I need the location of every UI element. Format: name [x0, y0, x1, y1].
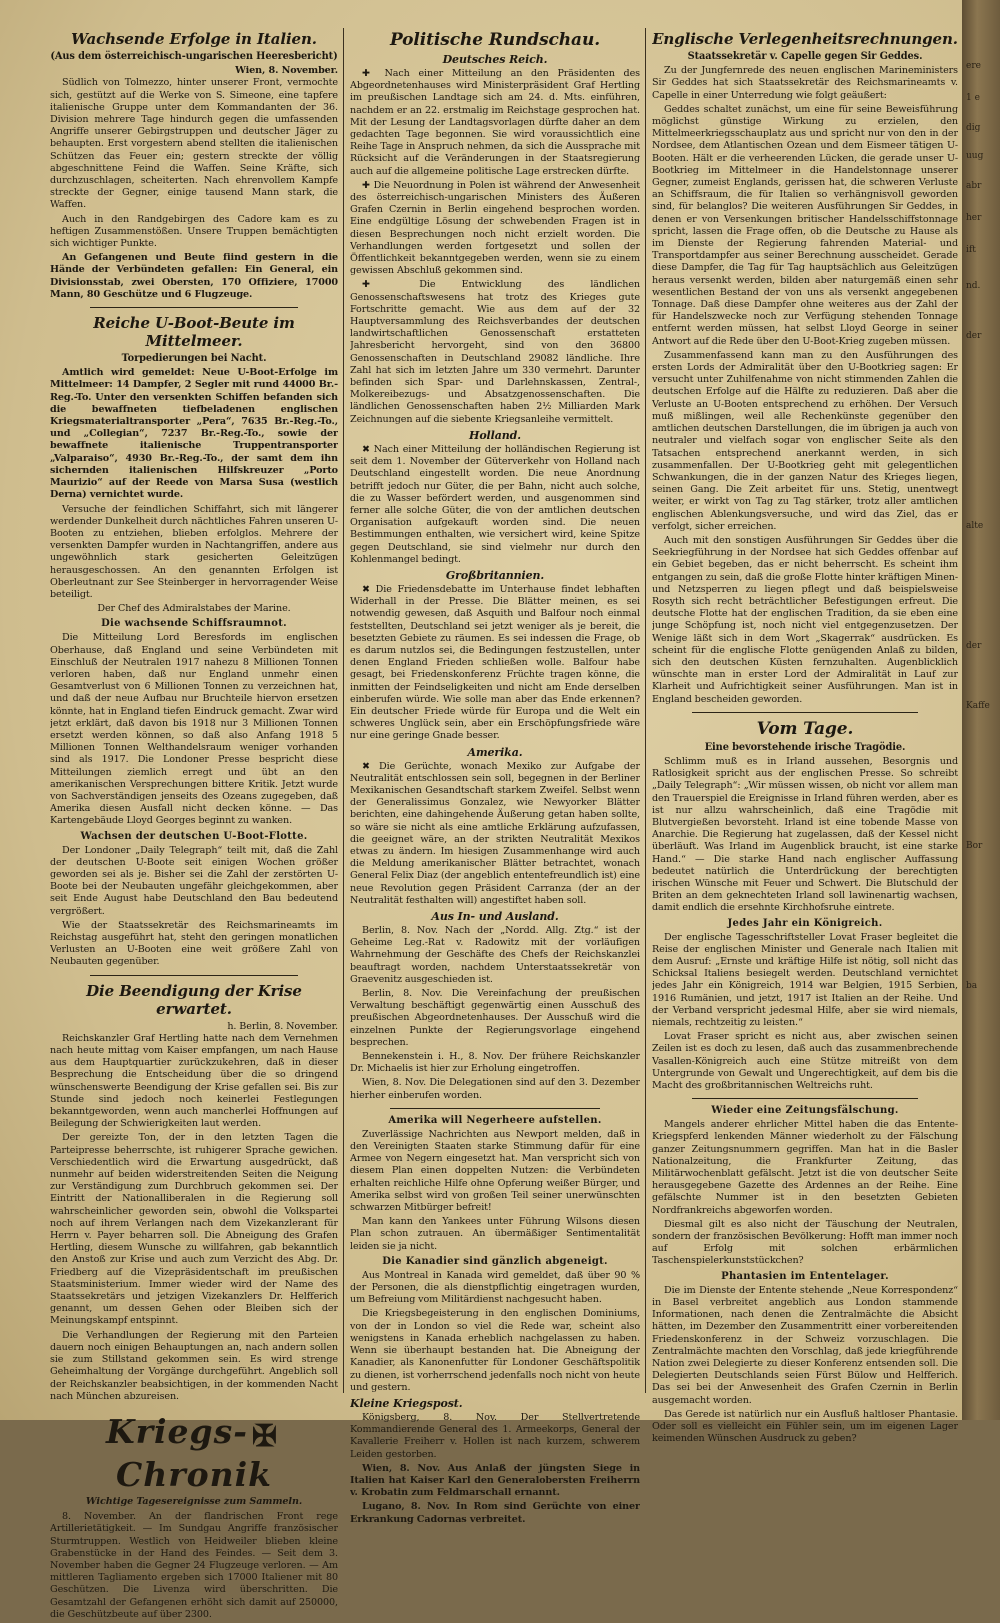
edge-fragment: ba [966, 981, 978, 991]
dateline: Wien, 8. November. [235, 65, 338, 77]
paragraph: Das Gerede ist natürlich nur ein Ausfluß haltloser Phantasie. Oder soll es vielleicht ein Fühler sein, um im eigenen Lager keimenden Wünschen Ausdruck zu geben? [652, 1408, 958, 1445]
edge-fragment: Bor [966, 841, 983, 851]
paragraph: Bennekenstein i. H., 8. Nov. Der frühere Reichskanzler Dr. Michaelis ist hier zur Erholung eingetroffen. [350, 1051, 640, 1075]
kriegs-chronik-masthead [50, 1413, 338, 1494]
edge-fragment: 1 e [966, 93, 980, 103]
headline: Reiche U-Boot-Beute im Mittelmeer. [93, 314, 295, 351]
divider [90, 307, 298, 308]
paragraph: ✚ Die Neuordnung in Polen ist während der Anwesenheit des österreichisch-ungarischen Ministers des Äußeren Grafen Czernin in Berlin eingehend besprochen worden. Eine endgültige Lösung der schwebenden Fragen ist in diesen Besprechungen noch nicht erzielt worden. Die Verhandlungen werden fortgesetzt und sollen der Öffentlichkeit bekanntgegeben werden, wenn sie zu einem gewissen Abschluß gekommen sind. [350, 179, 640, 277]
paragraph: Mangels anderer ehrlicher Mittel haben die das Entente-Kriegspferd lenkenden Männer wiederholt zu der Fälschung ganzer Zeitungsnummern gegriffen. Man hat in die Basler Nationalzeitung, die Frankfurter Zeitung, das Militärwochenblatt gefälscht. Jetzt ist die von deutscher Seite herausgegebene Gazette des Ardennes an der Reihe. Eine gefälschte Nummer ist in den besetzten Gebieten Nordfrankreichs abgeworfen worden. [652, 1119, 958, 1216]
paragraph: Berlin, 8. Nov. Nach der „Nordd. Allg. Ztg.“ ist der Geheime Leg.-Rat v. Radowitz mit der vorläufigen Wahrnehmung der Geschäfte des Chefs der Reichskanzlei beauftragt worden, nachdem Unterstaatssekretär von Graevenitz ausgeschieden ist. [350, 925, 640, 985]
edge-fragment: der [966, 331, 982, 341]
subheadline: Eine bevorstehende irische Tragödie. [704, 741, 906, 753]
paragraph: An Gefangenen und Beute fiind gestern in die Hände der Verbündeten gefallen: Ein General, ein Divisionsstab, zwei Obersten, 170 Offiziere, 17000 Mann, 80 Geschütze und 6 Flugzeuge. [50, 252, 338, 300]
subheadline: (Aus dem österreichisch-ungarischen Heeresbericht) [50, 51, 338, 62]
paragraph: Reichskanzler Graf Hertling hatte nach dem Vernehmen nach heute mittag vom Kaiser empfangen, um nach Hause aus dem Hauptquartier zurückzukehren, daß in dieser Besprechung die Entscheidung über die so dringend wünschenswerte Beendigung der Krise gefallen sei. Bis zur Stunde sind jedoch noch keinerlei Festlegungen bekanntgeworden, wenn auch mancherlei Hoffnungen auf Beilegung der Schwierigkeiten laut werden. [50, 1032, 338, 1130]
section-masthead: Politische Rundschau. [389, 30, 601, 50]
column-rule [343, 28, 344, 1393]
section-heading: Phantasien im Ententelager. [721, 1270, 889, 1282]
edge-fragment: nd. [966, 281, 981, 291]
paragraph: Wien, 8. Nov. Aus Anlaß der jüngsten Siege in Italien hat Kaiser Karl den Generalobersten Freiherrn v. Krobatin zum Feldmarschall ernannt. [350, 1462, 640, 1499]
edge-fragment: abr [966, 181, 982, 191]
paragraph: Lugano, 8. Nov. In Rom sind Gerüchte von einer Erkrankung Cadornas verbreitet. [350, 1501, 640, 1525]
paragraph: ✚ Die Entwicklung des ländlichen Genossenschaftswesens hat trotz des Krieges gute Fortschritte gemacht. Wie aus dem auf der 32 Hauptversammlung des Reichsverbandes der deutschen landwirtschaftlichen Genossenschaft erstatteten Jahresbericht hervorgeht, sind von den 36800 Genossenschaften in Deutschland 29082 ländliche. Ihre Zahl hat sich im letzten Jahre um 330 vermehrt. Darunter befinden sich Spar- und Darlehnskassen, Zentral-, Molkereibezugs- und Absatzgenossenschaften. Die ländlichen Genossenschaften haben 2½ Milliarden Mark Zeichnungen auf die siebente Kriegsanleihe vermittelt. [350, 279, 640, 425]
paragraph: Amtlich wird gemeldet: Neue U-Boot-Erfolge im Mittelmeer: 14 Dampfer, 2 Segler mit rund 44000 Br.-Reg.-To. Unter den versenkten Schiffen befanden sich die bewaffneten tiefbeladenen englischen Kriegsmaterialtransporter „Pera“, 7635 Br.-Reg.-To., und „Collegian“, 7237 Br.-Reg.-To., sowie der bewaffnete italienische Truppentransporter „Valparaiso“, 4930 Br.-Reg.-To., der samt dem ihn sichernden italienischen Hilfskreuzer „Porto Maurizio“ auf der Reede von Marsa Susa (westlich Derna) vernichtet wurde. [50, 367, 338, 501]
paragraph: Wie der Staatssekretär des Reichsmarineamts im Reichstag ausgeführt hat, steht den geringen monatlichen Verlusten an U-Booten eine weit größere Zahl von Neubauten gegenüber. [50, 919, 338, 968]
paragraph: ✖ Die Friedensdebatte im Unterhause findet lebhaften Widerhall in der Presse. Die Blätter meinen, es sei notwendig gewesen, daß Asquith und Balfour noch einmal feststellten, Deutschland sei jetzt weniger als je bereit, die besetzten Gebiete zu räumen. Es sei indessen die Frage, ob es darum nutzlos sei, die Bedingungen festzustellen, unter denen England Frieden schließen wolle. Balfour habe gesagt, bei Friedenskonferenz Früchte tragen könne, die inmitten der Feindseligkeiten und nicht am Ende derselben einberufen würde. Wie solle man aber das Ende erkennen? Ein deutscher Friede würde für Europa und die Welt ein schweres Unglück sein, aber ein Erschöpfungsfriede wäre nur eine geringe Gnade besser. [350, 583, 640, 742]
paragraph: Zuverlässige Nachrichten aus Newport melden, daß in den Vereinigten Staaten starke Stimmung dafür für eine Armee von Negern eingesetzt hat. Man verspricht sich von diesem Plan einen doppelten Nutzen: die Verbündeten erhalten reichliche Hilfe ohne Opferung weißer Bürger, und Amerika selbst wird von großen Teil seiner unerwünschten schwarzen Mitbürger befreit! [350, 1128, 640, 1214]
section-heading: Amerika will Negerheere aufstellen. [388, 1114, 602, 1126]
column-3 [652, 28, 958, 1447]
section-heading: Großbritannien. [445, 568, 545, 582]
paragraph: ✖ Die Gerüchte, wonach Mexiko zur Aufgabe der Neutralität entschlossen sein soll, begegnen in der Berliner Mexikanischen Gesandtschaft starkem Zweifel. Selbst wenn der Generalissimus Gonzalez, wie Newyorker Blätter berichten, eine dahingehende Äußerung getan haben sollte, so wäre sie nicht als eine amtliche Erklärung aufzufassen, die geeignet wäre, an der strikten Neutralität Mexikos etwas zu ändern. Im hiesigen Zusammenhange wird auch die Meldung amerikanischer Blätter betrachtet, wonach General Felix Diaz (der angeblich ententefreundlich ist) eine neue Revolution gegen Präsident Carranza (der an der Neutralität festhalten will) angestiftet haben soll. [350, 760, 640, 906]
paragraph: Berlin, 8. Nov. Die Vereinfachung der preußischen Verwaltung beschäftigt gegenwärtig einen Ausschuß des preußischen Abgeordnetenhauses. Der Ausschuß wird die einzelnen Punkte der Regierungsvorlage eingehend besprechen. [350, 988, 640, 1048]
paragraph: Wien, 8. Nov. Die Delegationen sind auf den 3. Dezember hierher einberufen worden. [350, 1077, 640, 1101]
subheadline: Torpedierungen bei Nacht. [121, 353, 267, 365]
masthead-left: Kriegs- [105, 1411, 248, 1451]
paragraph: Auch mit den sonstigen Ausführungen Sir Geddes über die Seekriegführung in der Nordsee hat sich Geddes offenbar auf ein Gebiet begeben, das er nicht beherrscht. Es scheint ihm entgangen zu sein, daß die große Flotte hinter kräftigen Minen- und Netzsperren zu liegen pflegt und daß beispielsweise Rosyth sich recht beträchtlicher Befestigungen erfreut. Die deutsche Flotte hat der englischen Tradition, da sie eben eine junge Schöpfung ist, noch nicht viel entgegenzusetzen. Der Wenige läßt sich in dem Wort „Skagerrak“ ausdrücken. Es scheint für die englische Flotte genügenden Anlaß zu bilden, sich den deutschen Küsten fernzuhalten. Augenblicklich wünschte man in erster Lord der Admiralität in Lauf zur Klarheit und Aufrichtigkeit seiner Ausführungen. Man ist in England bescheiden geworden. [652, 534, 958, 705]
edge-fragment: alte [966, 521, 984, 531]
column-rule [645, 28, 646, 1393]
headline: Wachsende Erfolge in Italien. [71, 30, 317, 48]
headline: Vom Tage. [756, 718, 854, 739]
paragraph: Auch in den Randgebirgen des Cadore kam es zu heftigen Zusammenstößen. Unsere Truppen bemächtigten sich wichtiger Punkte. [50, 213, 338, 250]
section-heading: Aus In- und Ausland. [431, 910, 559, 923]
paragraph: Geddes schaltet zunächst, um eine für seine Beweisführung möglichst günstige Wirkung zu erzielen, den Mittelmeerkriegsschauplatz aus und spricht nur von den in der Nordsee, dem Atlantischen Ozean und dem Eismeer tätigen U-Booten. Hält er die verheerenden Lücken, die gerade unser U-Bootkrieg im Mittelmeer in die Handelstonnage unserer Gegner, zumeist Englands, gerissen hat, die schweren Verluste an Schiffsraum, die für Italien so verhängnisvoll geworden sind, für belanglos? Die weiteren Ausführungen Sir Geddes, in denen er von Versenkungen britischer Handelsschiffstonnage spricht, lassen die Frage offen, ob die Deutsche zu Hause als im Dienste der Regierung fahrenden Material- und Transportdampfer aus seiner Berechnung ausscheidet. Gerade diese Dampfer, die Tag für Tag hauptsächlich aus Geleitzügen heraus versenkt werden, bilden aber naturgemäß einen sehr wesentlichen Bestand der von uns als versenkt angegebenen Tonnage. Daß diese Dampfer ohne weiteres aus der Zahl der für Handelszwecke noch zur Verfügung stehenden Tonnage entfernt werden müssen, hat selbst Lloyd George in seiner Antwort auf die Rede über den U-Boot-Krieg zugeben müssen. [652, 103, 958, 347]
divider [692, 1098, 918, 1099]
divider [692, 712, 918, 713]
section-heading: Amerika. [467, 745, 523, 759]
headline: Die Beendigung der Krise erwartet. [86, 981, 302, 1018]
section-heading: Kleine Kriegspost. [350, 1396, 463, 1410]
paragraph: ✚ Nach einer Mitteilung an den Präsidenten des Abgeordnetenhauses wird Ministerpräsident Graf Hertling im preußischen Landtage sich am 24. d. Mts. einführen, nachdem er an 22. erstmalig im Reichstage gesprochen hat. Mit der Lesung der Landtagsvorlagen dürfte daher an dem gedachten Tage begonnen. Sie wird voraussichtlich eine Reihe Tage in Anspruch nehmen, da sich die Aussprache mit Rücksicht auf die Veränderungen in der Staatsregierung auch auf die allgemeine politische Lage erstrecken dürfte. [350, 68, 640, 177]
edge-fragment: her [966, 213, 982, 223]
paragraph: Versuche der feindlichen Schiffahrt, sich mit längerer werdender Dunkelheit durch nächtliches Fahren unseren U-Booten zu entziehen, blieben erfolglos. Mehrere der versenkten Dampfer wurden in Nachtangriffen, andere aus ungewöhnlich stark gesicherten Geleitzügen herausgeschossen. An den genannten Erfolgen ist Oberleutnant zur See Steinberger in hervorragender Weise beteiligt. [50, 503, 338, 600]
edge-fragment: uug [966, 151, 984, 161]
section-heading: Deutsches Reich. [442, 53, 548, 66]
paragraph: 8. November. An der flandrischen Front rege Artillerietätigkeit. — Im Sundgau Angriffe französischer Sturmtruppen. Westlich von Heidweiler blieben kleine Grabenstücke in der Hand des Feindes. — Seit dem 3. November haben die Gegner 24 Flugzeuge verloren. — Am mittleren Tagliamento ergeben sich 17000 Italiener mit 80 Geschützen. Die Livenza wird überschritten. Die Gesamtzahl der Gefangenen erhöht sich damit auf 250000, die Geschützbeute auf über 2300. [50, 1511, 338, 1620]
edge-fragment: Kaffe [966, 701, 990, 711]
paragraph: Aus Montreal in Kanada wird gemeldet, daß über 90 % der Personen, die als dienstpflichtig eingetragen wurden, um Befreiung vom Militärdienst nachgesucht haben. [350, 1269, 640, 1306]
paragraph: Die Kriegsbegeisterung in den englischen Dominiums, von der in London so viel die Rede war, scheint also wenigstens in Kanada erheblich nachgelassen zu haben. Wenn sie überhaupt bestanden hat. Die Abneigung der Kanadier, als Kanonenfutter für Londoner Geschäftspolitik zu dienen, ist vorherrschend jedenfalls noch nicht von heute und gestern. [350, 1308, 640, 1393]
edge-fragment: ift [966, 245, 976, 255]
section-heading: Die Kanadier sind gänzlich abgeneigt. [382, 1255, 608, 1267]
paragraph: Der Londoner „Daily Telegraph“ teilt mit, daß die Zahl der deutschen U-Boote seit einigen Wochen größer geworden sei als je. Bisher sei die Zahl der zerstörten U-Boote bei der Neubauten ungefähr gleichgekommen, aber seit Ende August habe Deutschland den Bau bedeutend vergrößert. [50, 844, 338, 917]
paragraph: Man kann den Yankees unter Führung Wilsons diesen Plan schon zutrauen. An übermäßiger Sentimentalität leiden sie ja nicht. [350, 1216, 640, 1252]
dateline: h. Berlin, 8. November. [227, 1020, 338, 1032]
divider [390, 1108, 600, 1109]
paragraph: Der gereizte Ton, der in den letzten Tagen die Parteipresse beherrschte, ist ruhigerer Sprache gewichen. Verschiedentlich wird die Erwartung ausgedrückt, daß nunmehr auf beiden widerstreitenden Seiten die Neigung zur Verständigung zum Durchbruch gekommen sei. Der Eintritt der Nationalliberalen in die Regierung soll wahrscheinlicher geworden sein, obwohl die Volkspartei noch auf ihrem Verlangen nach dem Vizekanzlerant für Herrn v. Payer beharren soll. Die Abneigung des Grafen Hertling, diesem Wunsche zu willfahren, gab bekanntlich den Anstoß zur Krise und auch zum Verzicht des Abg. Dr. Friedberg auf die Vizepräsidentschaft im preußischen Staatsministerium. Immer wieder wird der Name des Staatssekretärs und jetzigen Vizekanzlers Dr. Helfferich genannt, um dessen Gehen oder Bleiben sich der Meinungskampf entspinnt. [50, 1132, 338, 1327]
column-2 [350, 28, 640, 1528]
column-1 [50, 28, 338, 1623]
paragraph: Diesmal gilt es also nicht der Täuschung der Neutralen, sondern der französischen Bevölkerung: Hofft man immer noch auf Erfolg mit solchen erbärmlichen Taschenspielerkunststückchen? [652, 1218, 958, 1267]
section-heading: Wieder eine Zeitungsfälschung. [711, 1105, 899, 1117]
chronik-subtitle: Wichtige Tagesereignisse zum Sammeln. [85, 1495, 303, 1507]
section-heading: Wachsen der deutschen U-Boot-Flotte. [80, 830, 308, 842]
signature-line: Der Chef des Admiralstabes der Marine. [97, 603, 291, 615]
edge-fragment: dig [966, 123, 981, 133]
paragraph: Die im Dienste der Entente stehende „Neue Korrespondenz“ in Basel verbreitet angeblich aus London stammende Informationen, nach denen die Zentralmächte die Absicht hätten, im Dezember den Zusammentritt einer vorbereitenden Friedenskonferenz in der Schweiz vorzuschlagen. Die Zentralmächte machten den Vorschlag, daß jede kriegführende Nation zwei Delegierte zu dieser Konferenz entsenden soll. Die Delegierten Deutschlands seien Fürst Bülow und Helfferich. Das sei bei der Anwesenheit des Grafen Czernin in Berlin ausgemacht worden. [652, 1284, 958, 1406]
section-heading: Jedes Jahr ein Königreich. [727, 917, 883, 929]
masthead-right: Chronik [115, 1454, 273, 1494]
divider [90, 975, 298, 976]
headline: Englische Verlegenheitsrechnungen. [652, 30, 958, 48]
paragraph: Die Mitteilung Lord Beresfords im englischen Oberhause, daß England und seine Verbündeten mit Einschluß der Neutralen 1917 nahezu 8 Millionen Tonnen verloren haben, daß nur England unmehr einen Gesamtverlust von 6 Millionen Tonnen zu verzeichnen hat, und daß der neue Aufbau nur Bruchteile hiervon ersetzen könnte, hat in England tiefen Eindruck gemacht. Zwar wird jetzt erklärt, daß davon bis 1918 nur 3 Millionen Tonnen ersetzt werden können, so daß also Anfang 1918 5 Millionen Tonnen Welthandelsraum weniger vorhanden sind als 1917. Die Londoner Presse bespricht diese Mitteilungen ziemlich erregt und übt an den amerikanischen Versprechungen bittere Kritik. Jetzt wurde von Sachverständigen jenseits des Ozeans zugegeben, daß Amerika diesen Ausfall nicht decken könne. — Das Kartengebäude Lloyd Georges beginnt zu wanken. [50, 632, 338, 827]
paragraph: Schlimm muß es in Irland aussehen, Besorgnis und Ratlosigkeit spricht aus der englischen Presse. So schreibt „Daily Telegraph“: „Wir müssen wissen, ob nicht vor allem man den Trauerspiel die Ereignisse in Irland führen werden, aber es ist nur allzu wahrscheinlich, daß eine Tragödie mit Blutvergießen bevorsteht. Irland ist eine tobende Masse von Anarchie. Die Regierung hat zugelassen, daß der Kessel nicht überläuft. Was Irland im Augenblick braucht, ist eine starke Hand.“ — Die starke Hand nach englischer Auffassung bedeutet natürlich die Unterdrückung der berechtigten irischen Wünsche mit Feuer und Schwert. Die Blutschuld der Briten an dem geknechteten Irland soll lawinenartig wachsen, damit endlich die ersehnte Kirchhofsruhe eintrete. [652, 755, 958, 914]
paragraph: Zu der Jungfernrede des neuen englischen Marineministers Sir Geddes hat sich Staatssekretär des Reichsmarineamts v. Capelle in einer Unterredung wie folgt geäußert: [652, 65, 958, 101]
paragraph: Der englische Tagesschriftsteller Lovat Fraser begleitet die Reise der englischen Minister und Generale nach Italien mit dem Ausruf: „Ernste und kräftige Hilfe ist nötig, soll nicht das Schicksal Italiens besiegelt werden. Deutschland vernichtet jedes Jahr ein Königreich, 1914 war Belgien, 1915 Serbien, 1916 Rumänien, und jetzt, 1917 ist Italien an der Reihe. Und der Verband verspricht jedesmal Hilfe, aber sie wird niemals, niemals, rechtzeitig zu leisten.“ [652, 931, 958, 1029]
paragraph: Südlich von Tolmezzo, hinter unserer Front, vermochte sich, gestützt auf die Werke von S. Simeone, eine tapfere italienische Gruppe unter dem Kommandanten der 36. Division mehrere Tage hindurch gegen die umfassenden Angriffe unserer Gebirgstruppen und deutscher Jäger zu behaupten. Erst vorgestern abend stellten die italienischen Schützen das Feuer ein; gestern streckte der völlig abgeschnittene Feind die Waffen. Seine Kräfte, sich durchzuschlagen, scheiterten. Nach ehrenvollem Kampfe streckte der Gegner, einige tausend Mann stark, die Waffen. [50, 77, 338, 211]
section-heading: Holland. [469, 428, 521, 442]
edge-fragment: ere [966, 61, 981, 71]
paragraph: Lovat Fraser spricht es nicht aus, aber zwischen seinen Zeilen ist es doch zu lesen, daß auch das zusammenbrechende Vasallen-Königreich auch eine Stütze mitreißt von dem Untergrunde von Gewalt und Ungerechtigkeit, auf dem bis die Macht des großbritannischen Weltreichs ruht. [652, 1031, 958, 1092]
paragraph: Zusammenfassend kann man zu den Ausführungen des ersten Lords der Admiralität über den U-Bootkrieg sagen: Er versucht unter Zuhilfenahme von nicht stimmenden Zahlen die deutschen Erfolge auf die Hälfte zu reduzieren. Daß aber die Verluste an U-Booten entsprechend zu erhöhen. Der Versuch muß mißlingen, weil alle Rechenkünste gegenüber den amtlichen deutschen Darstellungen, die im übrigen ja auch von neutraler und vielfach sogar von englischer Seite als den Tatsachen entsprechend anerkannt werden, in sich zusammenfallen. Der U-Bootkrieg geht mit gelegentlichen Schwankungen, die in der ganzen Natur des Krieges liegen, seinen Gang. Die Zeit arbeitet für uns. Stetig, unentwegt weiter, er wirkt von Tag zu Tag stärker, trotz aller amtlichen englischen Ablenkungsversuche, und wird das Ziel, das er verfolgt, sicher erreichen. [652, 349, 958, 532]
edge-fragment: der [966, 641, 982, 651]
paragraph: ✖ Nach einer Mitteilung der holländischen Regierung ist seit dem 1. November der Güterverkehr von Holland nach Deutschland eingestellt worden. Die neue Anordnung betrifft jedoch nur Güter, die per Bahn, nicht auch solche, die zu Wasser befördert werden, und ausgenommen sind ferner alle solche Güter, die von der amtlichen deutschen Organisation aufgekauft worden sind. Die neuen Bestimmungen enthalten, wie versichert wird, keine Spitze gegen Deutschland, sie sind vielmehr nur durch den Kohlenmangel bedingt. [350, 443, 640, 565]
section-heading: Die wachsende Schiffsraumnot. [101, 618, 287, 630]
subheadline: Staatssekretär v. Capelle gegen Sir Geddes. [687, 51, 923, 62]
paragraph: Die Verhandlungen der Regierung mit den Parteien dauern noch einigen Behauptungen an, nach andern sollen sie zum Stillstand gekommen sein. Es wird strenge Geheimhaltung der Vorgänge durchgeführt. Angeblich soll der Reichskanzler beabsichtigen, in der kommenden Nacht nach München abzureisen. [50, 1329, 338, 1402]
iron-cross-icon: ✠ [251, 1418, 279, 1454]
paragraph: Königsberg, 8. Nov. Der Stellvertretende Kommandierende General des 1. Armeekorps, General der Kavallerie Freiherr v. Hollen ist nach kurzem, schwerem Leiden gestorben. [350, 1411, 640, 1460]
